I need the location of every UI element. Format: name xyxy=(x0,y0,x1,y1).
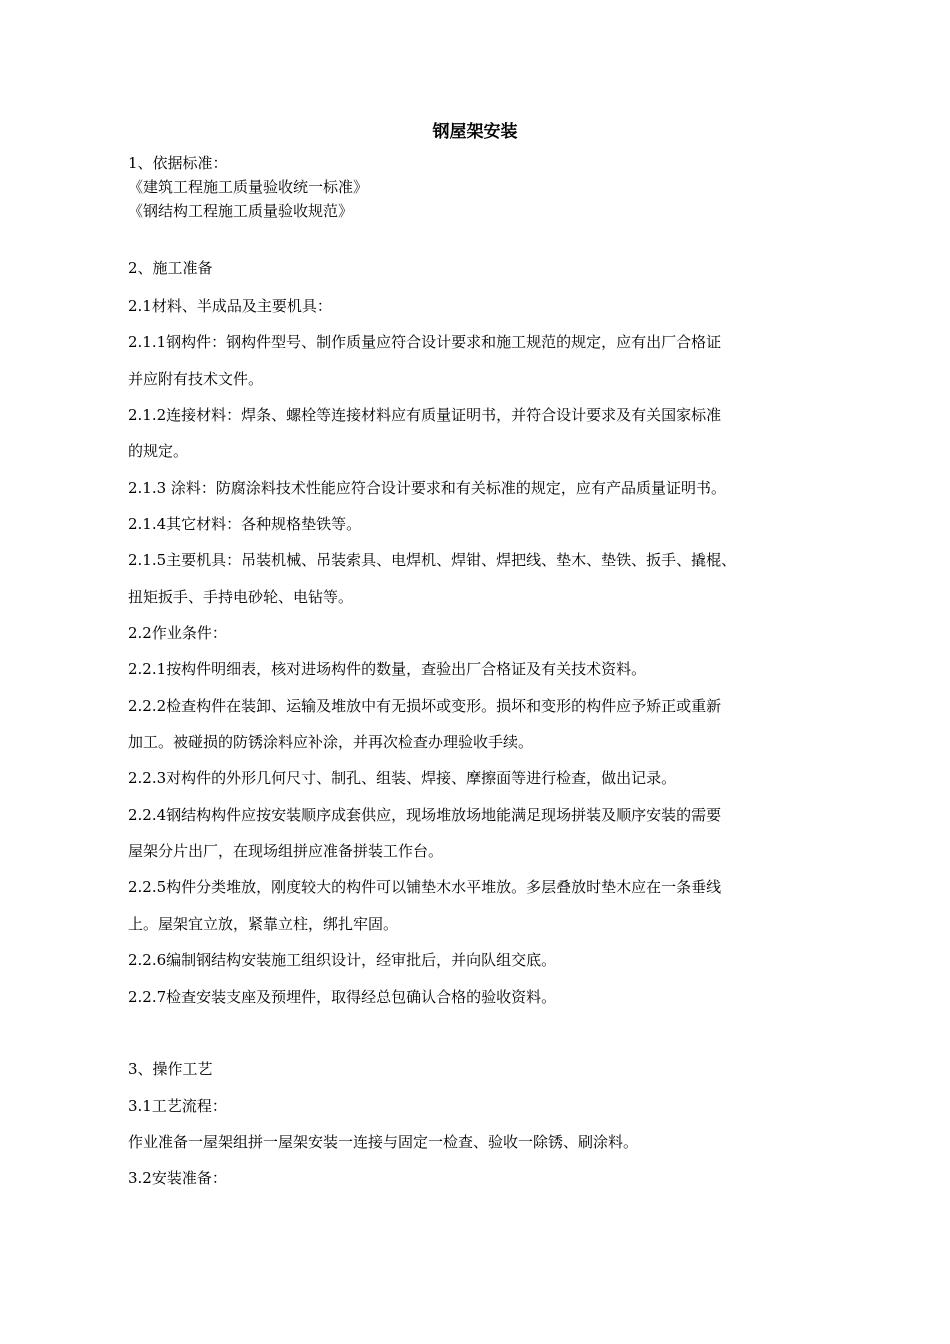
document-title: 钢屋架安装 xyxy=(432,122,518,142)
text-line: 作业准备一屋架组拼一屋架安装一连接与固定一检查、验收一除锈、刷涂料。 xyxy=(128,1133,639,1151)
text-line: 2.2作业条件： xyxy=(128,624,227,642)
text-line: 3.1工艺流程： xyxy=(128,1097,227,1115)
text-line: 2.2.5构件分类堆放，刚度较大的构件可以铺垫木水平堆放。多层叠放时垫木应在一条垂线 xyxy=(128,878,722,896)
text-line: 2.2.4钢结构构件应按安装顺序成套供应，现场堆放场地能满足现场拼装及顺序安装的需要 xyxy=(128,806,722,824)
text-line: 2.1材料、半成品及主要机具： xyxy=(128,297,332,315)
text-line: 2.1.4其它材料：各种规格垫铁等。 xyxy=(128,515,362,533)
text-line: 上。屋架宜立放，紧靠立柱，绑扎牢固。 xyxy=(128,915,399,933)
text-line: 2.1.3 涂料：防腐涂料技术性能应符合设计要求和有关标准的规定，应有产品质量证明书。 xyxy=(128,479,726,497)
text-line: 3.2安装准备： xyxy=(128,1169,227,1187)
text-line: 2.2.3对构件的外形几何尺寸、制孔、组装、焊接、摩擦面等进行检查，做出记录。 xyxy=(128,769,677,787)
text-line: 2.2.6编制钢结构安装施工组织设计，经审批后，并向队组交底。 xyxy=(128,951,557,969)
text-line: 《钢结构工程施工质量验收规范》 xyxy=(128,202,354,220)
text-line: 2.2.1按构件明细表，核对进场构件的数量，查验出厂合格证及有关技术资料。 xyxy=(128,660,647,678)
text-line: 3、操作工艺 xyxy=(128,1060,213,1078)
text-line: 2.2.2检查构件在装卸、运输及堆放中有无损坏或变形。损坏和变形的构件应予矫正或重新 xyxy=(128,697,722,715)
text-line: 屋架分片出厂，在现场组拼应准备拼装工作台。 xyxy=(128,842,444,860)
text-line: 2、施工准备 xyxy=(128,259,213,277)
text-line: 2.1.1钢构件：钢构件型号、制作质量应符合设计要求和施工规范的规定，应有出厂合格证 xyxy=(128,333,722,351)
text-line: 2.2.7检查安装支座及预埋件，取得经总包确认合格的验收资料。 xyxy=(128,988,557,1006)
text-line: 2.1.5主要机具：吊装机械、吊装索具、电焊机、焊钳、焊把线、垫木、垫铁、扳手、撬棍、 xyxy=(128,551,737,569)
text-line: 的规定。 xyxy=(128,442,189,460)
text-line: 《建筑工程施工质量验收统一标准》 xyxy=(128,178,369,196)
text-line: 扭矩扳手、手持电砂轮、电钻等。 xyxy=(128,588,354,606)
text-line: 并应附有技术文件。 xyxy=(128,370,264,388)
text-line: 加工。被碰损的防锈涂料应补涂，并再次检查办理验收手续。 xyxy=(128,733,534,751)
text-line: 1、依据标准： xyxy=(128,154,228,172)
text-line: 2.1.2连接材料：焊条、螺栓等连接材料应有质量证明书，并符合设计要求及有关国家标准 xyxy=(128,406,722,424)
